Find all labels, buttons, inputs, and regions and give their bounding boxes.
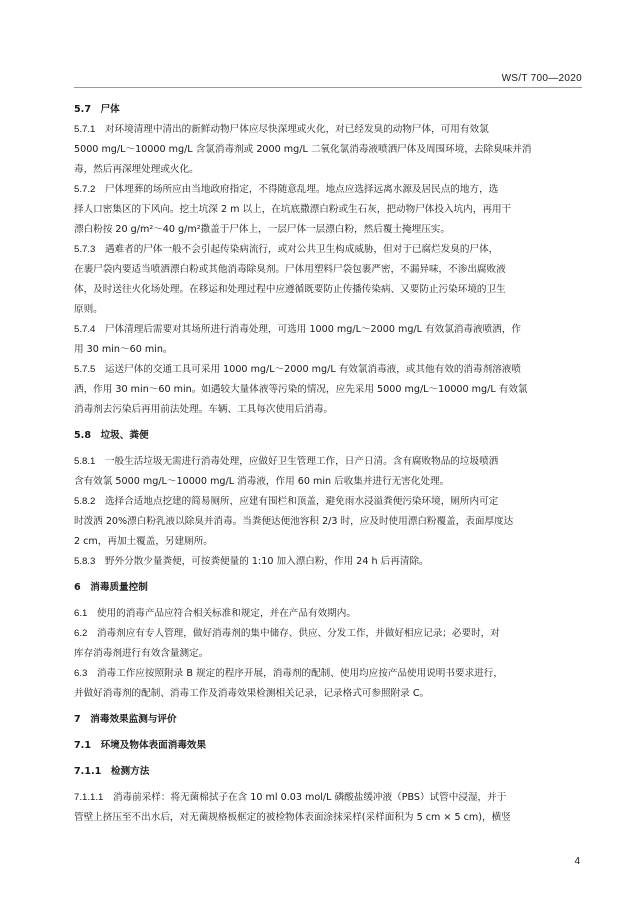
- clause-6-2: [74, 624, 582, 664]
- section-7-heading: 7 消毒效果监测与评价: [74, 714, 177, 725]
- clause-text: 消毒前采样：将无菌棉拭子在含 10 ml 0.03 mol/L 磷酸盐缓冲液（PBS）试管中浸湿，并于: [112, 792, 507, 803]
- clause-line: 2 cm，再加土覆盖，另建厕所。: [74, 536, 213, 547]
- clause-number: 5.8.2: [74, 496, 96, 507]
- section-5-7-heading: 5.7 尸体: [74, 104, 120, 115]
- clause-6-1: [74, 604, 582, 624]
- clause-number: 5.8.1: [74, 456, 96, 467]
- clause-number: 7.1.1.1: [74, 792, 104, 803]
- clause-7-1-1-1: [74, 788, 582, 828]
- clause-line: 含有效氯 5000 mg/L～10000 mg/L 消毒液，作用 60 min 后收集并进行无害化处理。: [74, 476, 450, 487]
- clause-text: 对环境清理中清出的新鲜动物尸体应尽快深埋或火化，对已经发臭的动物尸体，可用有效氯: [104, 124, 489, 135]
- clause-text: 选择合适地点挖建的简易厕所，应建有围栏和顶盖，避免雨水浸溢粪便污染环境，厕所内可定: [104, 496, 499, 507]
- clause-text: 尸体清理后需要对其场所进行消毒处理，可选用 1000 mg/L～2000 mg/L 有效氯消毒液喷洒，作: [104, 324, 521, 335]
- clause-5-7-3: [74, 240, 582, 320]
- section-7-1-heading: 7.1 环境及物体表面消毒效果: [74, 740, 207, 751]
- clause-number: 5.8.3: [74, 556, 96, 567]
- clause-line: 择人口密集区的下风向。挖土坑深 2 m 以上，在坑底撒漂白粉或生石灰，把动物尸体投入坑内，再用干: [74, 204, 512, 215]
- clause-text: 消毒工作应按照附录 B 规定的程序开展，消毒剂的配制、使用均应按产品使用说明书要求进行，: [96, 668, 503, 679]
- clause-line: [74, 120, 582, 140]
- page-number: 4: [574, 856, 580, 867]
- clause-line: 毒，然后再深埋处理或火化。: [74, 164, 199, 175]
- clause-5-7-2: [74, 180, 582, 240]
- clause-line: [74, 452, 582, 472]
- clause-line: 库存消毒剂进行有效含量测定。: [74, 648, 209, 659]
- clause-5-7-5: [74, 360, 582, 420]
- clause-line: 并做好消毒剂的配制、消毒工作及消毒效果检测相关记录，记录格式可参照附录 C。: [74, 688, 430, 699]
- clause-line: 管壁上挤压至不出水后，对无菌规格板框定的被检物体表面涂抹采样(采样面积为 5 cm × 5 cm)，横竖: [74, 812, 511, 823]
- clause-line: [74, 664, 582, 684]
- standard-code-header: WS/T 700—2020: [501, 73, 582, 84]
- clause-text: 运送尸体的交通工具可采用 1000 mg/L～2000 mg/L 有效氯消毒液，或其他有效的消毒剂溶液喷: [104, 364, 521, 375]
- clause-text: 消毒剂应有专人管理，做好消毒剂的集中储存、供应、分发工作，并做好相应记录；必要时，对: [96, 628, 500, 639]
- clause-line: [74, 552, 582, 572]
- clause-line: 在裹尸袋内要适当喷洒漂白粉或其他消毒除臭剂。尸体用塑料尸袋包裹严密，不漏异味，不渗出腐败液: [74, 264, 506, 275]
- clause-number: 6.1: [74, 608, 88, 619]
- clause-text: 使用的消毒产品应符合相关标准和规定，并在产品有效期内。: [96, 608, 356, 619]
- clause-line: 体，及时送往火化场处理。在移运和处理过程中应遵循既要防止传播传染病、又要防止污染环境的卫生: [74, 284, 506, 295]
- clause-line: 5000 mg/L～10000 mg/L 含氯消毒剂或 2000 mg/L 二氧化氯消毒液喷洒尸体及周围环境，去除臭味并消: [74, 144, 532, 155]
- clause-line: [74, 604, 582, 624]
- clause-line: [74, 240, 582, 260]
- clause-number: 5.7.5: [74, 364, 96, 375]
- clause-line: 原则。: [74, 304, 103, 315]
- header-rule: [74, 87, 582, 88]
- clause-5-8-3: [74, 552, 582, 572]
- section-7-1-1-heading: 7.1.1 检测方法: [74, 766, 150, 777]
- clause-6-3: [74, 664, 582, 704]
- clause-number: 5.7.2: [74, 184, 96, 195]
- section-5-8-heading: 5.8 垃圾、粪便: [74, 430, 149, 441]
- clause-number: 6.3: [74, 668, 88, 679]
- clause-line: [74, 492, 582, 512]
- clause-text: 野外分散少量粪便，可按粪便量的 1:10 加入漂白粉，作用 24 h 后再清除。: [104, 556, 429, 567]
- clause-line: 洒，作用 30 min～60 min。如遇较大量体液等污染的情况，应先采用 5000 mg/L～10000 mg/L 有效氯: [74, 384, 528, 395]
- clause-line: [74, 624, 582, 644]
- clause-text: 一般生活垃圾无需进行消毒处理，应做好卫生管理工作，日产日清。含有腐败物品的垃圾喷洒: [104, 456, 499, 467]
- clause-text: 尸体埋葬的场所应由当地政府指定，不得随意乱埋。地点应选择远离水源及居民点的地方，选: [104, 184, 499, 195]
- clause-number: 5.7.4: [74, 324, 96, 335]
- clause-5-7-4: [74, 320, 582, 360]
- document-body: [74, 100, 582, 828]
- clause-5-8-1: [74, 452, 582, 492]
- clause-5-8-2: [74, 492, 582, 552]
- clause-line: [74, 360, 582, 380]
- clause-5-7-1: [74, 120, 582, 180]
- clause-line: 漂白粉按 20 g/m²～40 g/m²撒盖于尸体上，一层尸体一层漂白粉，然后覆土掩埋压实。: [74, 224, 450, 235]
- clause-text: 遇难者的尸体一般不会引起传染病流行，或对公共卫生构成威胁，但对于已腐烂发臭的尸体，: [104, 244, 499, 255]
- section-6-heading: 6 消毒质量控制: [74, 582, 148, 593]
- clause-line: [74, 320, 582, 340]
- clause-number: 6.2: [74, 628, 88, 639]
- clause-line: 用 30 min～60 min。: [74, 344, 173, 355]
- clause-number: 5.7.1: [74, 124, 96, 135]
- clause-line: 消毒剂去污染后再用前法处理。车辆、工具每次使用后消毒。: [74, 404, 334, 415]
- clause-line: [74, 788, 582, 808]
- clause-line: [74, 180, 582, 200]
- clause-line: 时泼洒 20%漂白粉乳液以除臭并消毒。当粪便达便池容积 2/3 时，应及时使用漂白粉覆盖，表面厚度达: [74, 516, 514, 527]
- clause-number: 5.7.3: [74, 244, 96, 255]
